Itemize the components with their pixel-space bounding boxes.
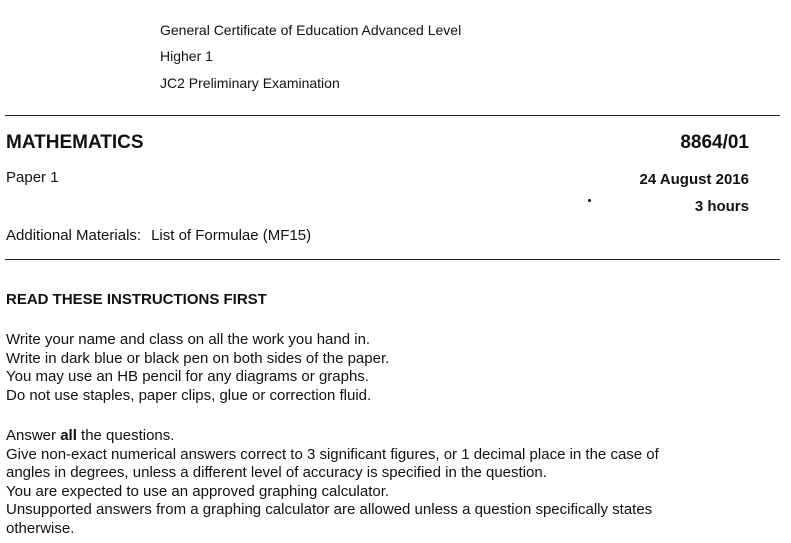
scan-speck bbox=[588, 199, 591, 202]
instruction-line: otherwise. bbox=[6, 519, 75, 537]
level-title: Higher 1 bbox=[160, 48, 213, 64]
instruction-line: angles in degrees, unless a different level of accuracy is specified in the question. bbox=[6, 464, 547, 481]
answer-all-line bbox=[6, 427, 776, 446]
answer-all-emphasis: all bbox=[60, 427, 77, 444]
subject-title: MATHEMATICS bbox=[6, 132, 144, 153]
exam-duration: 3 hours bbox=[694, 198, 749, 215]
paper-code: 8864/01 bbox=[680, 132, 749, 153]
instruction-line: You may use an HB pencil for any diagrams or graphs. bbox=[6, 368, 369, 385]
exam-date: 24 August 2016 bbox=[639, 171, 749, 188]
instructions-heading: READ THESE INSTRUCTIONS FIRST bbox=[6, 291, 267, 308]
instructions-block-answers bbox=[6, 427, 776, 538]
instructions-block-general bbox=[6, 331, 776, 405]
answer-all-suffix: the questions. bbox=[76, 427, 175, 444]
additional-materials bbox=[6, 227, 311, 244]
exam-title: JC2 Preliminary Examination bbox=[160, 75, 340, 91]
materials-value: List of Formulae (MF15) bbox=[151, 227, 312, 244]
instruction-line: Write your name and class on all the work you hand in. bbox=[6, 331, 371, 348]
instruction-line: Do not use staples, paper clips, glue or correction fluid. bbox=[6, 386, 372, 404]
instruction-line: Unsupported answers from a graphing calculator are allowed unless a question specifically states bbox=[6, 501, 653, 518]
materials-label: Additional Materials: bbox=[6, 227, 142, 244]
top-divider bbox=[5, 115, 780, 116]
certificate-title: General Certificate of Education Advanced Level bbox=[160, 22, 462, 38]
instruction-line: You are expected to use an approved graphing calculator. bbox=[6, 482, 390, 500]
bottom-divider bbox=[5, 259, 780, 260]
answer-all-prefix: Answer bbox=[6, 427, 61, 444]
paper-name: Paper 1 bbox=[6, 169, 59, 186]
instruction-line: Give non-exact numerical answers correct to 3 significant figures, or 1 decimal place in the case of bbox=[6, 445, 659, 463]
instruction-line: Write in dark blue or black pen on both sides of the paper. bbox=[6, 349, 390, 367]
